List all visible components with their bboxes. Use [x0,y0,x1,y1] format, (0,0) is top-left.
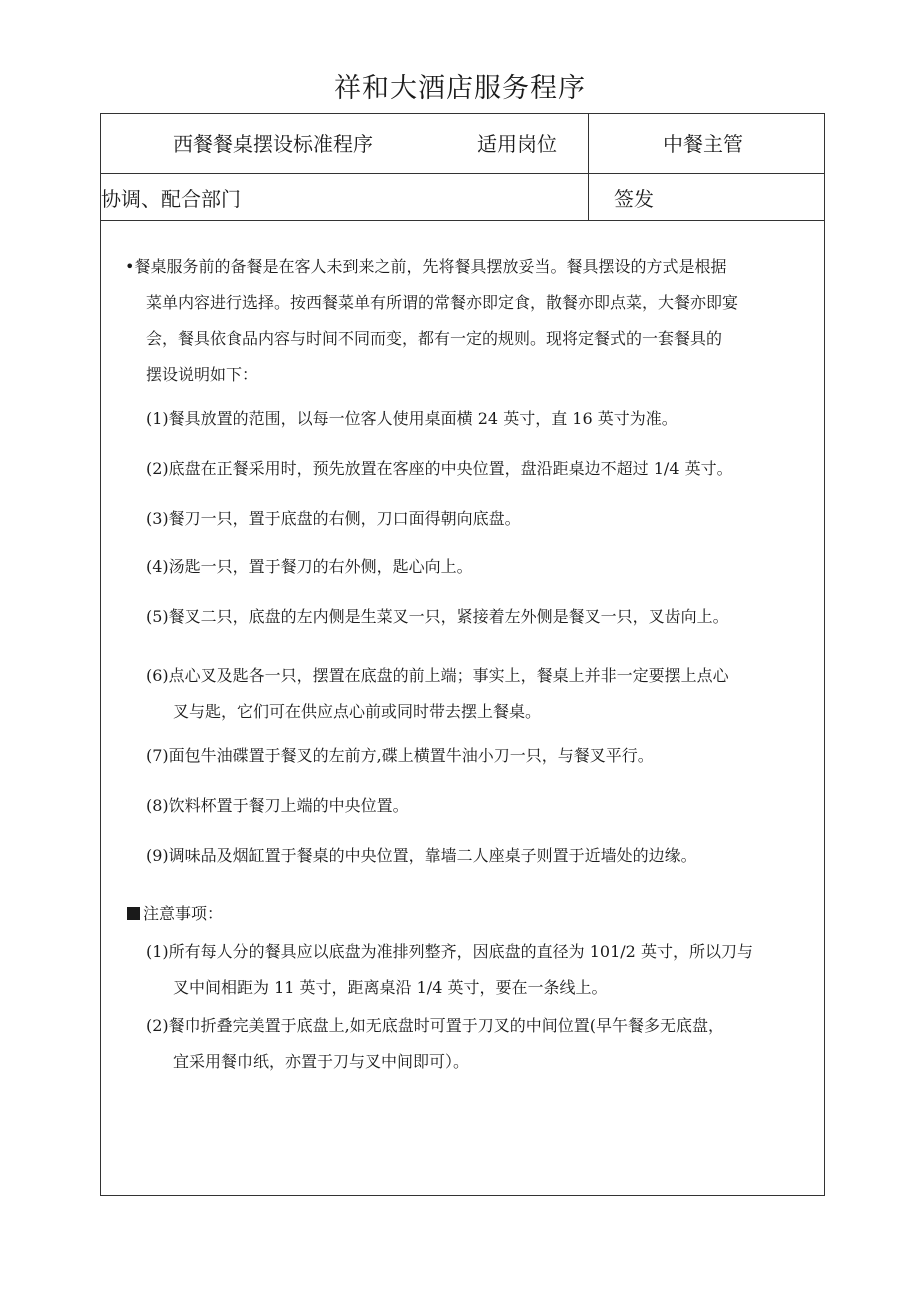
step-item: (8)饮料杯置于餐刀上端的中央位置。 [146,796,409,815]
position-value: 中餐主管 [663,132,743,156]
bullet-icon: • [125,257,135,276]
row-divider [101,173,824,174]
step-item: (1)餐具放置的范围，以每一位客人使用桌面横 24 英寸，直 16 英寸为准。 [146,409,678,428]
department-label: 协调、配合部门 [101,187,241,211]
notes-heading [127,903,223,925]
position-label: 适用岗位 [477,132,557,156]
intro-line: 菜单内容进行选择。按西餐菜单有所谓的常餐亦即定食，散餐亦即点菜，大餐亦即宴 [146,293,739,312]
sign-label: 签发 [614,187,654,211]
step-item: (9)调味品及烟缸置于餐桌的中央位置，靠墙二人座桌子则置于近墙处的边缘。 [146,846,697,865]
step-item: (4)汤匙一只，置于餐刀的右外侧，匙心向上。 [146,557,473,576]
step-item: (7)面包牛油碟置于餐叉的左前方,碟上横置牛油小刀一只，与餐叉平行。 [146,746,654,765]
intro-line [125,256,726,278]
intro-line-text: 餐桌服务前的备餐是在客人未到来之前，先将餐具摆放妥当。餐具摆设的方式是根据 [134,257,727,276]
step-item: (6)点心叉及匙各一只，摆置在底盘的前上端；事实上，餐桌上并非一定要摆上点心 [146,666,729,685]
note-line: (1)所有每人分的餐具应以底盘为准排列整齐，因底盘的直径为 101/2 英寸，所以刀与 [146,942,753,961]
document-title: 祥和大酒店服务程序 [334,73,586,104]
note-line: 叉中间相距为 11 英寸，距离桌沿 1/4 英寸，要在一条线上。 [173,978,608,997]
note-line: 宜采用餐巾纸，亦置于刀与叉中间即可）。 [173,1052,470,1071]
intro-line: 会，餐具依食品内容与时间不同而变，都有一定的规则。现将定餐式的一套餐具的 [146,329,723,348]
step-item: (3)餐刀一只，置于底盘的右侧，刀口面得朝向底盘。 [146,509,521,528]
square-bullet-icon [127,907,140,920]
step-item: (5)餐叉二只，底盘的左内侧是生菜叉一只，紧接着左外侧是餐叉一只，叉齿向上。 [146,607,729,626]
notes-heading-text: 注意事项： [143,904,224,923]
procedure-name: 西餐餐桌摆设标准程序 [173,132,373,156]
intro-line: 摆设说明如下： [146,365,259,384]
step-item: (2)底盘在正餐采用时，预先放置在客座的中央位置，盘沿距桌边不超过 1/4 英寸。 [146,459,733,478]
column-divider [588,114,589,220]
note-line: (2)餐巾折叠完美置于底盘上,如无底盘时可置于刀叉的中间位置(早午餐多无底盘， [146,1016,724,1035]
step-item-continuation: 叉与匙，它们可在供应点心前或同时带去摆上餐桌。 [173,702,542,721]
procedure-form [100,113,825,1196]
row-divider [101,220,824,221]
